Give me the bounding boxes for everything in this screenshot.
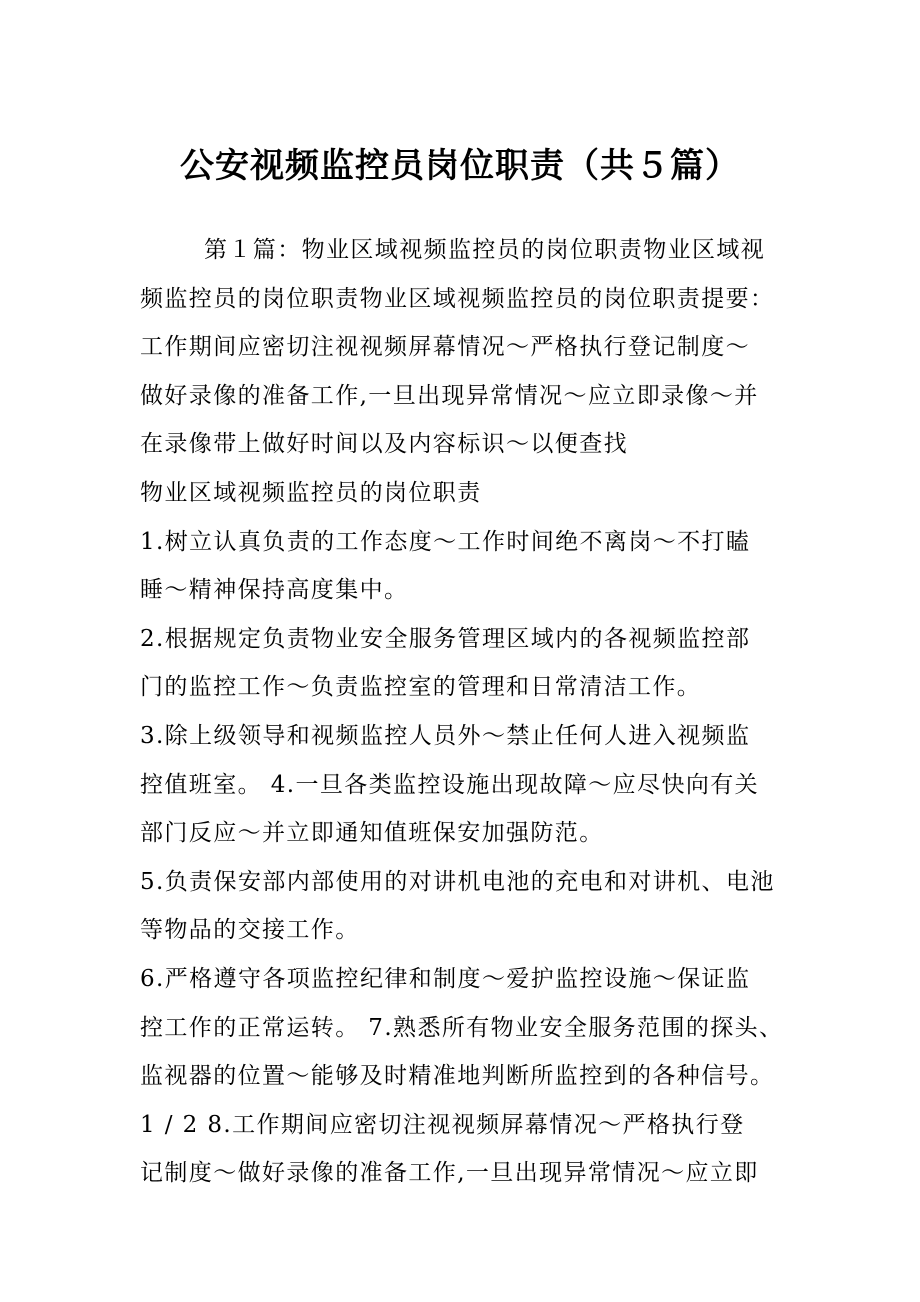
body-line: 1.树立认真负责的工作态度～工作时间绝不离岗～不打瞌 (140, 528, 751, 555)
body-line: 控工作的正常运转。 7.熟悉所有物业安全服务范围的探头、 (140, 1014, 784, 1041)
body-line: 控值班室。 4.一旦各类监控设施出现故障～应尽快向有关 (140, 771, 760, 798)
body-line: 5.负责保安部内部使用的对讲机电池的充电和对讲机、电池 (140, 868, 775, 895)
section-heading: 物业区域视频监控员的岗位职责 (140, 479, 482, 506)
body-line: 频监控员的岗位职责物业区域视频监控员的岗位职责提要： (140, 285, 775, 312)
body-line: 等物品的交接工作。 (140, 917, 360, 944)
body-line: 睡～精神保持高度集中。 (140, 577, 409, 604)
body-line: 在录像带上做好时间以及内容标识～以便查找 (140, 431, 628, 458)
body-line: 第１篇：物业区域视频监控员的岗位职责物业区域视 (204, 237, 766, 263)
body-line: 6.严格遵守各项监控纪律和制度～爱护监控设施～保证监 (140, 965, 751, 992)
body-line: 3.除上级领导和视频监控人员外～禁止任何人进入视频监 (140, 722, 751, 749)
body-line: 监视器的位置～能够及时精准地判断所监控到的各种信号。 (140, 1063, 775, 1090)
body-line: 1 / 2 8.工作期间应密切注视视频屏幕情况～严格执行登 (140, 1111, 745, 1138)
body-line: 2.根据规定负责物业安全服务管理区域内的各视频监控部 (140, 625, 751, 652)
document-title: 公安视频监控员岗位职责（共５篇） (180, 146, 740, 186)
body-line: 部门反应～并立即通知值班保安加强防范。 (140, 820, 604, 847)
body-line: 工作期间应密切注视视频屏幕情况～严格执行登记制度～ (140, 334, 750, 361)
body-line: 做好录像的准备工作,一旦出现异常情况～应立即录像～并 (140, 382, 759, 409)
body-line: 记制度～做好录像的准备工作,一旦出现异常情况～应立即 (140, 1160, 759, 1187)
document-body (140, 226, 788, 1198)
body-line: 门的监控工作～负责监控室的管理和日常清洁工作。 (140, 674, 702, 701)
